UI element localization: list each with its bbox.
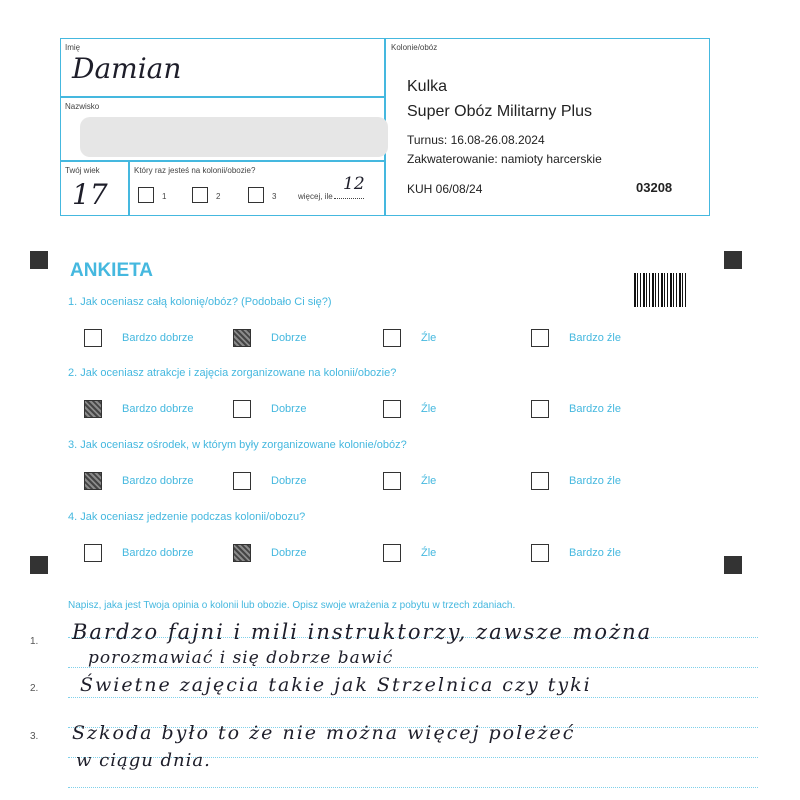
question-2-option-2-label: Dobrze <box>271 403 307 415</box>
question-1-option-4-label: Bardzo źle <box>569 332 621 344</box>
registration-mark <box>724 556 742 574</box>
ankieta-title: ANKIETA <box>70 260 154 281</box>
imie-value: Damian <box>72 52 182 85</box>
question-1-option-1-checkbox[interactable] <box>84 329 102 347</box>
question-3-option-3-checkbox[interactable] <box>383 472 401 490</box>
question-3-option-2-checkbox[interactable] <box>233 472 251 490</box>
wiek-value: 17 <box>72 178 108 211</box>
answer-line <box>68 697 758 698</box>
question-4-option-2-label: Dobrze <box>271 547 307 559</box>
question-3-option-4-checkbox[interactable] <box>531 472 549 490</box>
question-2-text: 2. Jak oceniasz atrakcje i zajęcia zorganizowane na kolonii/obozie? <box>68 367 397 379</box>
question-4-option-1-label: Bardzo dobrze <box>122 547 194 559</box>
registration-mark <box>30 556 48 574</box>
answer-number: 1. <box>30 636 39 647</box>
form-number: 03208 <box>636 180 673 195</box>
answer-number: 3. <box>30 731 39 742</box>
visit-2-label: 2 <box>216 192 221 201</box>
zakwaterowanie: Zakwaterowanie: namioty harcerskie <box>407 152 602 166</box>
answer-line <box>68 787 758 788</box>
nazwisko-label: Nazwisko <box>65 102 100 111</box>
question-3-option-4-label: Bardzo źle <box>569 475 621 487</box>
answer-text-1a: Bardzo fajni i mili instruktorzy, zawsze można <box>72 620 653 644</box>
age-divider <box>128 160 130 215</box>
imie-label: Imię <box>65 43 81 52</box>
kolonia-name: Kulka <box>407 78 448 95</box>
wiecej-value: 12 <box>343 174 365 194</box>
question-2-option-4-label: Bardzo źle <box>569 403 621 415</box>
question-1-option-3-checkbox[interactable] <box>383 329 401 347</box>
header-row-divider <box>61 160 384 162</box>
question-3-text: 3. Jak oceniasz ośrodek, w którym były zorganizowane kolonie/obóz? <box>68 439 407 451</box>
answer-number: 2. <box>30 683 39 694</box>
question-3-option-2-label: Dobrze <box>271 475 307 487</box>
answer-text-1b: porozmawiać i się dobrze bawić <box>88 648 394 668</box>
question-4-option-3-label: Źle <box>421 547 437 559</box>
visit-3-label: 3 <box>272 192 277 201</box>
question-2-option-3-label: Źle <box>421 403 437 415</box>
wiecej-label: więcej, ile <box>298 192 333 201</box>
question-1-option-2-label: Dobrze <box>271 332 307 344</box>
wiek-label: Twój wiek <box>65 166 100 175</box>
header-row-divider <box>61 96 384 98</box>
question-4-option-3-checkbox[interactable] <box>383 544 401 562</box>
visit-1-label: 1 <box>162 192 167 201</box>
wiecej-line <box>334 198 364 199</box>
question-4-option-2-checkbox[interactable] <box>233 544 251 562</box>
kolonia-program: Super Obóz Militarny Plus <box>407 103 592 120</box>
visit-3-checkbox[interactable] <box>248 187 264 203</box>
question-2-option-3-checkbox[interactable] <box>383 400 401 418</box>
registration-mark <box>30 251 48 269</box>
answer-text-3b: w ciągu dnia. <box>76 750 211 771</box>
barcode <box>634 273 688 307</box>
question-1-option-3-label: Źle <box>421 332 437 344</box>
question-3-option-3-label: Źle <box>421 475 437 487</box>
question-2-option-1-checkbox[interactable] <box>84 400 102 418</box>
visit-2-checkbox[interactable] <box>192 187 208 203</box>
opinion-prompt: Napisz, jaka jest Twoja opinia o kolonii lub obozie. Opisz swoje wrażenia z pobytu w trzech zdaniach. <box>68 600 516 611</box>
question-4-option-4-checkbox[interactable] <box>531 544 549 562</box>
question-4-option-1-checkbox[interactable] <box>84 544 102 562</box>
answer-text-2: Świetne zajęcia takie jak Strzelnica czy tyki <box>80 674 592 696</box>
question-4-text: 4. Jak oceniasz jedzenie podczas kolonii/obozu? <box>68 511 306 523</box>
answer-text-3a: Szkoda było to że nie można więcej poleżeć <box>72 722 576 744</box>
question-2-option-2-checkbox[interactable] <box>233 400 251 418</box>
question-3-option-1-checkbox[interactable] <box>84 472 102 490</box>
question-1-option-4-checkbox[interactable] <box>531 329 549 347</box>
question-4-option-4-label: Bardzo źle <box>569 547 621 559</box>
kod: KUH 06/08/24 <box>407 182 483 196</box>
question-1-text: 1. Jak oceniasz całą kolonię/obóz? (Podobało Ci się?) <box>68 296 332 308</box>
question-1-option-1-label: Bardzo dobrze <box>122 332 194 344</box>
registration-mark <box>724 251 742 269</box>
question-2-option-1-label: Bardzo dobrze <box>122 403 194 415</box>
kolonia-label: Kolonie/obóz <box>391 43 438 52</box>
redacted-surname <box>80 117 388 157</box>
visit-1-checkbox[interactable] <box>138 187 154 203</box>
question-1-option-2-checkbox[interactable] <box>233 329 251 347</box>
turnus: Turnus: 16.08-26.08.2024 <box>407 133 545 147</box>
question-2-option-4-checkbox[interactable] <box>531 400 549 418</box>
question-3-option-1-label: Bardzo dobrze <box>122 475 194 487</box>
ktory-raz-label: Który raz jesteś na kolonii/obozie? <box>134 166 256 175</box>
